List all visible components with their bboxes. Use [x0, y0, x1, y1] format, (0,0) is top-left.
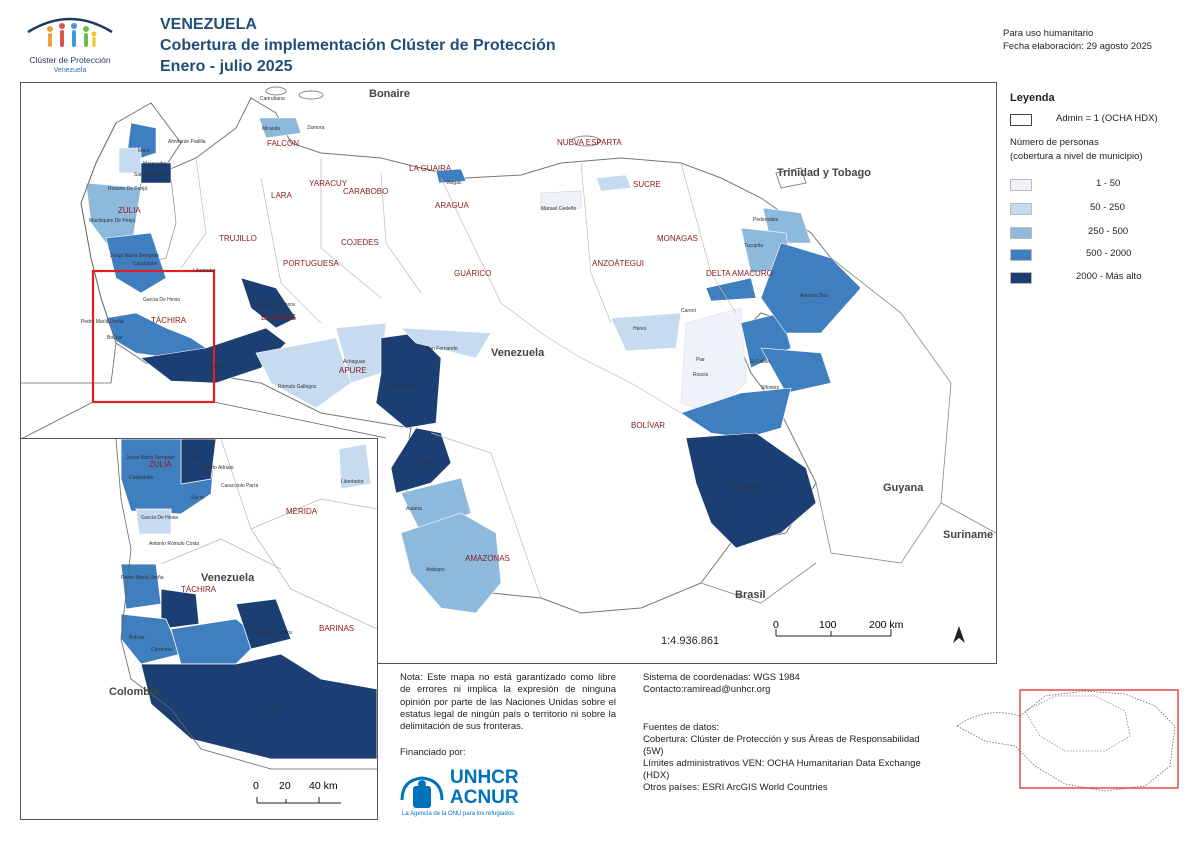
mun-libertador-m: Libertador [193, 268, 216, 274]
legend-swatch-1 [1010, 179, 1032, 191]
mun-bolivar-t: Bolívar [107, 335, 123, 341]
legend-swatch-4 [1010, 249, 1032, 261]
label-trinidad: Trinidad y Tobago [777, 167, 871, 179]
legend-title: Leyenda [1010, 92, 1055, 104]
label-guarico: GUÁRICO [454, 269, 492, 278]
inset-mun-pedro-maria: Pedro María Ureña [121, 575, 164, 581]
mun-catatumbo: Catatumbo [133, 261, 158, 267]
label-suriname: Suriname [943, 529, 994, 541]
inset-mun-caracciolo: Caracciolo Parra [221, 483, 259, 489]
unhcr-logo[interactable] [398, 768, 538, 820]
label-monagas: MONAGAS [657, 234, 698, 243]
mun-romulo-gallegos: Rómulo Gallegos [278, 384, 317, 390]
scale-ratio: 1:4.936.861 [661, 635, 720, 647]
inset-mun-bolivar: Bolívar [129, 635, 145, 641]
label-portuguesa: PORTUGUESA [283, 259, 339, 268]
unhcr-emblem-icon [398, 770, 446, 812]
logo-subtext: Venezuela [53, 67, 87, 74]
inset-label-venezuela: Venezuela [201, 572, 255, 584]
locator-map [955, 666, 1185, 821]
legend-label-2: 50 - 250 [1090, 202, 1125, 213]
legend-people-title: Número de personas [1010, 137, 1099, 148]
legend-swatch-5 [1010, 272, 1032, 284]
scale-tick-2: 200 km [869, 619, 904, 631]
source-admin: Límites administrativos VEN: OCHA Humanitarian Data Exchange [643, 758, 921, 769]
source-coverage: Cobertura: Clúster de Protección y sus Áreas de Responsabilidad [643, 734, 920, 745]
inset-mun-catatumbo: Catatumbo [129, 475, 154, 481]
inset-label-tachira: TÁCHIRA [181, 585, 217, 594]
mun-mara: Mara [138, 148, 150, 154]
mun-machiques: Machiques De Perijá [89, 218, 136, 224]
locator-highlight-box [1020, 690, 1178, 788]
sources-title: Fuentes de datos: [643, 722, 720, 733]
acnur-wordmark: ACNUR [450, 787, 519, 808]
scale-bar [773, 619, 904, 636]
mun-atures: Atures [421, 461, 436, 467]
mun-san-fernando: San Fernando [426, 346, 458, 352]
inset-map[interactable] [20, 438, 378, 820]
label-barinas: BARINAS [261, 313, 297, 322]
label-guyana: Guyana [883, 482, 924, 494]
inset-mun-sucre: Sucre [191, 495, 205, 501]
inset-mun-libertador: Libertador [341, 479, 364, 485]
inset-mun-jesus-maria: Jesús María Semprún [126, 455, 175, 461]
map-period: Enero - julio 2025 [160, 58, 293, 75]
inset-label-colombia: Colombia [109, 686, 160, 698]
label-yaracuy: YARACUY [309, 179, 348, 188]
mun-paez: Páez [214, 364, 226, 370]
unhcr-tagline: La Agencia de la ONU para los refugiados [402, 811, 515, 817]
mun-zamora: Zamora [307, 125, 325, 131]
mun-garcia-hevia: García De Hevia [143, 297, 180, 303]
mun-pedernales: Pedernales [753, 217, 779, 223]
mun-sifontes: Sifontes [761, 385, 780, 391]
amazonas-atabapo [401, 513, 501, 613]
map-title: VENEZUELA [160, 16, 257, 33]
inset-garcia [136, 509, 171, 534]
label-falcon: FALCÓN [267, 139, 300, 148]
inset-mun-alberto-adriani: Alberto Adriani [201, 465, 234, 471]
mun-el-callao: El Callao [750, 359, 771, 365]
label-bonaire: Bonaire [369, 88, 410, 100]
mun-pedro-camejo: Pedro Camejo [386, 384, 418, 390]
mun-vargas: Vargas [446, 180, 462, 186]
mun-heres: Heres [633, 326, 647, 332]
mun-gran-sabana: Gran Sabana [731, 485, 761, 491]
inset-scale-tick-2: 40 km [309, 780, 338, 792]
label-nueva-esparta: NUEVA ESPARTA [557, 138, 622, 147]
unhcr-wordmark: UNHCR [450, 767, 519, 788]
mun-achaguas: Achaguas [343, 359, 366, 365]
inset-paez [141, 654, 377, 759]
elaboration-date: Fecha elaboración: 29 agosto 2025 [1003, 41, 1152, 52]
logo-text: Clúster de Protección [29, 55, 111, 65]
delta-antonio-diaz [761, 243, 861, 333]
label-sucre: SUCRE [633, 180, 662, 189]
usage-note: Para uso humanitario [1003, 28, 1094, 39]
legend-admin-swatch [1010, 114, 1032, 126]
inset-label-barinas: BARINAS [319, 624, 355, 633]
inset-mun-colon: Colón [189, 456, 203, 462]
label-bolivar: BOLÍVAR [631, 421, 666, 430]
funded-by-label: Financiado por: [400, 747, 466, 758]
aruba-curacao [266, 87, 286, 95]
legend-swatch-3 [1010, 227, 1032, 239]
mun-caroni: Caroní [681, 308, 697, 314]
inset-mun-antonio-romulo: Antonio Rómulo Costa [149, 541, 200, 547]
legend-people-subtitle: (cobertura a nivel de municipio) [1010, 151, 1143, 162]
disclaimer-note: Nota: Este mapa no está garantizado como libre de errores ni implica la expresión de ninguna opinión por parte de las Naciones Unidas sobre el estatus legal de ningún país o territorio ni sobre la delimitación de sus fronteras. [400, 672, 616, 733]
source-other: Otros países: ESRI ArcGIS World Countries [643, 782, 828, 793]
cluster-logo [22, 12, 118, 80]
mun-antonio-diaz: Antonio Díaz [800, 293, 829, 299]
mun-san-francisco: San Francisco [134, 172, 166, 178]
coordinate-system: Sistema de coordenadas: WGS 1984 [643, 672, 800, 683]
label-amazonas: AMAZONAS [465, 554, 510, 563]
mun-rosario: Rosario De Perijá [108, 186, 148, 192]
label-lara: LARA [271, 191, 292, 200]
inset-scale-tick-1: 20 [279, 780, 291, 792]
legend-label-5: 2000 - Más alto [1076, 271, 1142, 282]
contact-email[interactable]: Contacto:ramiread@unhcr.org [643, 684, 771, 695]
label-trujillo: TRUJILLO [219, 234, 257, 243]
label-venezuela: Venezuela [491, 347, 545, 359]
mun-piar: Piar [696, 357, 705, 363]
scale-tick-0: 0 [773, 619, 779, 631]
scale-tick-1: 100 [819, 619, 837, 631]
legend-admin-label: Admin = 1 (OCHA HDX) [1056, 113, 1158, 124]
label-apure: APURE [339, 366, 367, 375]
label-tachira: TÁCHIRA [151, 316, 187, 325]
north-arrow-icon [953, 626, 965, 643]
inset-mun-cardenas: Cárdenas [151, 647, 173, 653]
cluster-logo-icon [22, 12, 118, 56]
map-subtitle: Cobertura de implementación Clúster de Protección [160, 37, 556, 54]
label-aragua: ARAGUA [435, 201, 469, 210]
inset-scale-tick-0: 0 [253, 780, 259, 792]
legend-label-4: 500 - 2000 [1086, 248, 1132, 259]
mun-autana: Autana [406, 506, 422, 512]
label-anzoategui: ANZOÁTEGUI [592, 259, 645, 268]
mun-carirubana: Carirubana [260, 96, 285, 102]
label-brasil: Brasil [735, 589, 766, 601]
sucre-cluster [596, 175, 631, 191]
label-cojedes: COJEDES [341, 238, 379, 247]
mun-ezequiel: Ezequiel Zamora [257, 302, 295, 308]
mun-roscio: Roscio [693, 372, 709, 378]
source-admin-tail: (HDX) [643, 770, 670, 781]
mun-atabapo: Atabapo [426, 567, 445, 573]
mun-miranda-f: Miranda [262, 126, 281, 132]
mun-maracaibo: Maracaibo [143, 161, 167, 167]
mun-jesus-maria: Jesús María Semprún [110, 253, 159, 259]
legend-swatch-2 [1010, 203, 1032, 215]
legend-label-3: 250 - 500 [1088, 226, 1129, 237]
mun-almirante: Almirante Padilla [168, 139, 206, 145]
inset-label-zulia: ZULIA [149, 460, 172, 469]
locator-map-canvas [955, 666, 1185, 821]
inset-mun-garcia: García De Hevia [141, 515, 178, 521]
label-delta: DELTA AMACURO [706, 269, 773, 278]
inset-map-canvas [21, 439, 377, 819]
label-zulia: ZULIA [118, 206, 141, 215]
mun-tucupita: Tucupita [744, 243, 763, 249]
inset-scale-bar [253, 780, 341, 803]
source-coverage-tail: (5W) [643, 746, 664, 757]
legend-label-1: 1 - 50 [1096, 178, 1121, 189]
mun-pedro-maria: Pedro María Ureña [81, 319, 124, 325]
mun-manuel-cedeno: Manuel Cedeño [541, 206, 577, 212]
inset-label-merida: MÉRIDA [286, 507, 318, 516]
label-la-guaira: LA GUAIRA [409, 164, 452, 173]
inset-mun-paez: Páez [271, 705, 283, 711]
label-carabobo: CARABOBO [343, 187, 389, 196]
inset-mun-ezequiel: Ezequiel Zamora [254, 630, 292, 636]
